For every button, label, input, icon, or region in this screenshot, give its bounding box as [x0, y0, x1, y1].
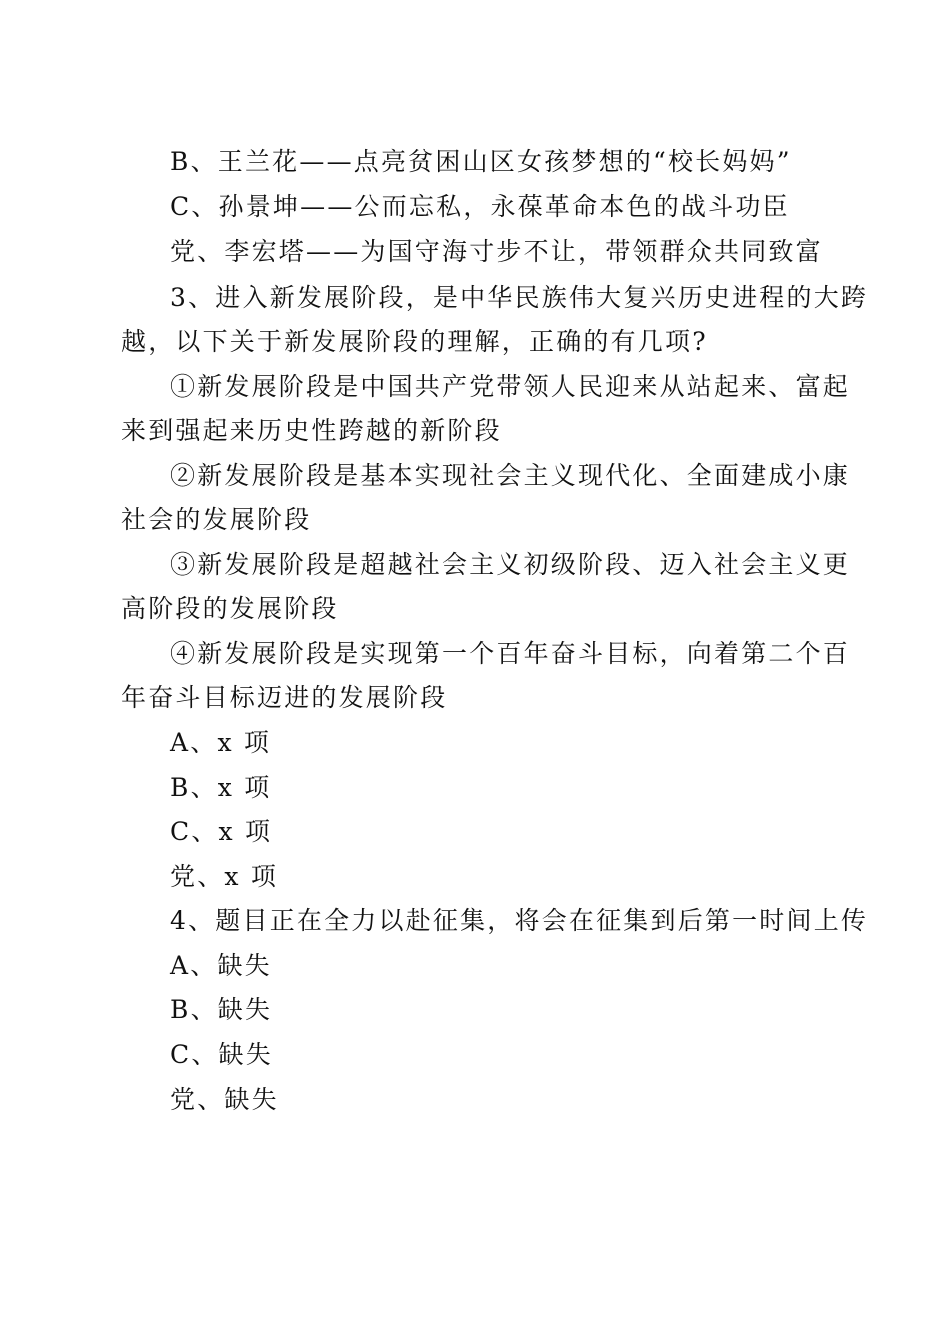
q4-option-b: B、缺失 [170, 995, 273, 1024]
q2-option-c: C、孙景坤——公而忘私，永葆革命本色的战斗功臣 [170, 192, 790, 221]
q3-option-c: C、x 项 [170, 817, 273, 846]
q3-item1-line1: ①新发展阶段是中国共产党带领人民迎来从站起来、富起 [170, 372, 851, 401]
q3-item4-line1: ④新发展阶段是实现第一个百年奋斗目标，向着第二个百 [170, 639, 851, 668]
q3-item4-line2: 年奋斗目标迈进的发展阶段 [121, 683, 448, 712]
q4-option-d: 党、缺失 [170, 1085, 279, 1114]
q3-stem-line1: 3、进入新发展阶段，是中华民族伟大复兴历史进程的大跨 [170, 283, 869, 312]
q3-item2-line2: 社会的发展阶段 [121, 505, 312, 534]
q2-option-b: B、王兰花——点亮贫困山区女孩梦想的“校长妈妈” [170, 147, 792, 176]
q3-option-d: 党、x 项 [170, 862, 279, 891]
q3-item1-line2: 来到强起来历史性跨越的新阶段 [121, 416, 502, 445]
q2-option-d: 党、李宏塔——为国守海寸步不让，带领群众共同致富 [170, 237, 823, 266]
q3-item3-line1: ③新发展阶段是超越社会主义初级阶段、迈入社会主义更 [170, 550, 851, 579]
q4-stem: 4、题目正在全力以赴征集，将会在征集到后第一时间上传 [170, 906, 869, 935]
q3-option-b: B、x 项 [170, 773, 272, 802]
q3-item2-line1: ②新发展阶段是基本实现社会主义现代化、全面建成小康 [170, 461, 851, 490]
q4-option-a: A、缺失 [170, 951, 272, 980]
q3-stem-line2: 越，以下关于新发展阶段的理解，正确的有几项? [121, 327, 708, 356]
q3-option-a: A、x 项 [170, 728, 272, 757]
q3-item3-line2: 高阶段的发展阶段 [121, 594, 339, 623]
q4-option-c: C、缺失 [170, 1040, 273, 1069]
